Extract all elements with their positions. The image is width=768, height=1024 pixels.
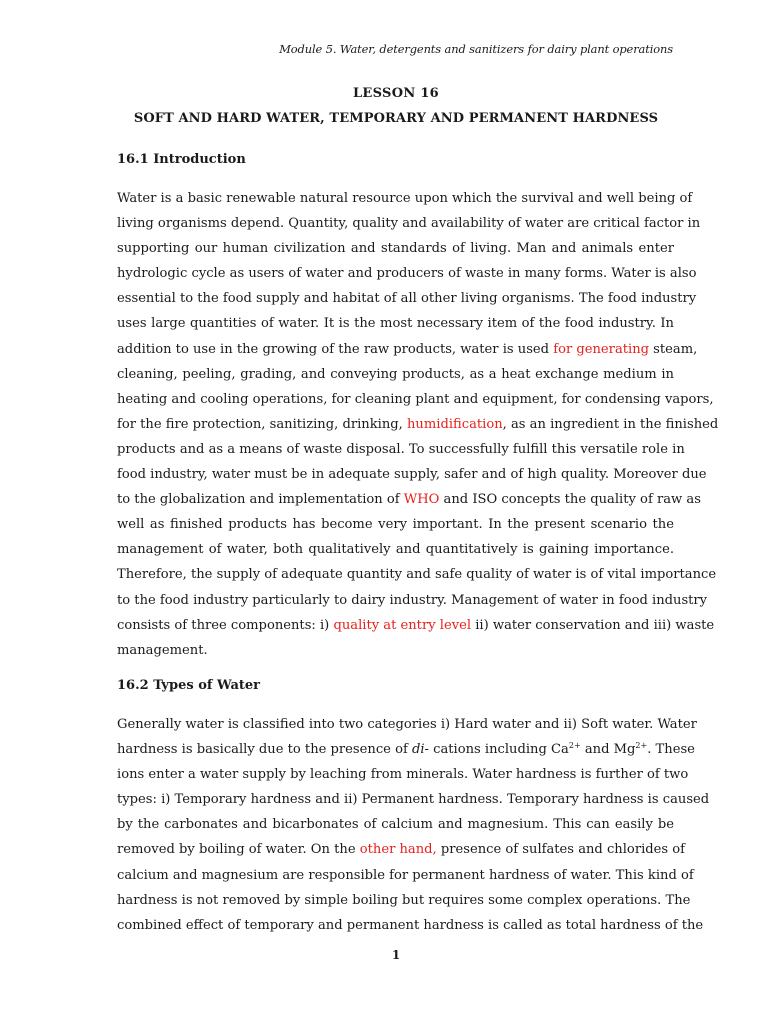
paragraph-line: removed by boiling of water. On the other hand, presence of sulfates and chlorides of <box>117 842 686 858</box>
paragraph-line: supporting our human civilization and standards of living. Man and animals enter <box>117 241 674 257</box>
paragraph-line: hardness is basically due to the presence of di- cations including $Ca^{2+}$ and $Mg^{2+}$. These <box>117 741 695 758</box>
paragraph-line: living organisms depend. Quantity, quality and availability of water are critical factor in <box>117 216 701 232</box>
paragraph-line: management of water, both qualitatively and quantitatively is gaining importance. <box>117 542 674 558</box>
highlighted-text: for generating <box>553 341 650 357</box>
paragraph-line: well as finished products has become very important. In the present scenario the <box>117 517 674 533</box>
lesson-subtitle: SOFT AND HARD WATER, TEMPORARY AND PERMANENT HARDNESS <box>133 111 659 126</box>
paragraph-line: essential to the food supply and habitat of all other living organisms. The food industry <box>117 291 697 307</box>
paragraph-line: to the globalization and implementation of WHO and ISO concepts the quality of raw as <box>117 492 701 508</box>
highlighted-text: other hand, <box>359 842 437 858</box>
paragraph-line: to the food industry particularly to dairy industry. Management of water in food industry <box>117 592 708 608</box>
paragraph-line: consists of three components: i) quality at entry level ii) water conservation and iii) waste <box>117 617 715 633</box>
paragraph-line: calcium and magnesium are responsible for permanent hardness of water. This kind of <box>117 867 694 883</box>
paragraph-line: hydrologic cycle as users of water and producers of waste in many forms. Water is also <box>117 266 697 282</box>
paragraph-line: ions enter a water supply by leaching from minerals. Water hardness is further of two <box>117 767 689 783</box>
highlighted-text: WHO <box>403 492 440 508</box>
introduction-paragraph <box>117 186 719 663</box>
section-heading-introduction: 16.1 Introduction <box>117 152 246 167</box>
paragraph-line: types: i) Temporary hardness and ii) Permanent hardness. Temporary hardness is caused <box>117 792 710 808</box>
superscript: 2+ <box>635 741 648 751</box>
section-heading-types-of-water: 16.2 Types of Water <box>117 678 260 693</box>
lesson-title: LESSON 16 <box>352 86 440 101</box>
paragraph-line: by the carbonates and bicarbonates of calcium and magnesium. This can easily be <box>117 817 674 833</box>
paragraph-line: products and as a means of waste disposal. To successfully fulfill this versatile role in <box>117 441 685 457</box>
paragraph-line: hardness is not removed by simple boiling but requires some complex operations. The <box>117 892 691 908</box>
highlighted-text: humidification <box>406 416 503 432</box>
paragraph-line: food industry, water must be in adequate supply, safer and of high quality. Moreover due <box>117 467 707 483</box>
paragraph-line: uses large quantities of water. It is the most necessary item of the food industry. In <box>117 316 674 332</box>
paragraph-line: combined effect of temporary and permanent hardness is called as total hardness of the <box>117 917 704 933</box>
paragraph-line: cleaning, peeling, grading, and conveying products, as a heat exchange medium in <box>117 366 674 382</box>
paragraph-line: Therefore, the supply of adequate quantity and safe quality of water is of vital importance <box>117 567 717 583</box>
superscript: 2+ <box>568 741 581 751</box>
highlighted-text: quality at entry level <box>333 617 472 633</box>
paragraph-line: Water is a basic renewable natural resource upon which the survival and well being of <box>117 191 693 206</box>
paragraph-line: Generally water is classified into two categories i) Hard water and ii) Soft water. Water <box>117 717 697 732</box>
types-of-water-paragraph <box>117 712 710 938</box>
paragraph-line: management. <box>117 642 208 658</box>
running-header: Module 5. Water, detergents and sanitizers for dairy plant operations <box>279 42 673 56</box>
paragraph-line: for the fire protection, sanitizing, drinking, humidification, as an ingredient in the finished <box>117 416 719 432</box>
paragraph-line: heating and cooling operations, for cleaning plant and equipment, for condensing vapors, <box>117 391 714 407</box>
page-number: 1 <box>391 948 401 962</box>
paragraph-line: addition to use in the growing of the raw products, water is used for generating steam, <box>117 341 698 357</box>
italic-text: di- <box>411 742 429 758</box>
